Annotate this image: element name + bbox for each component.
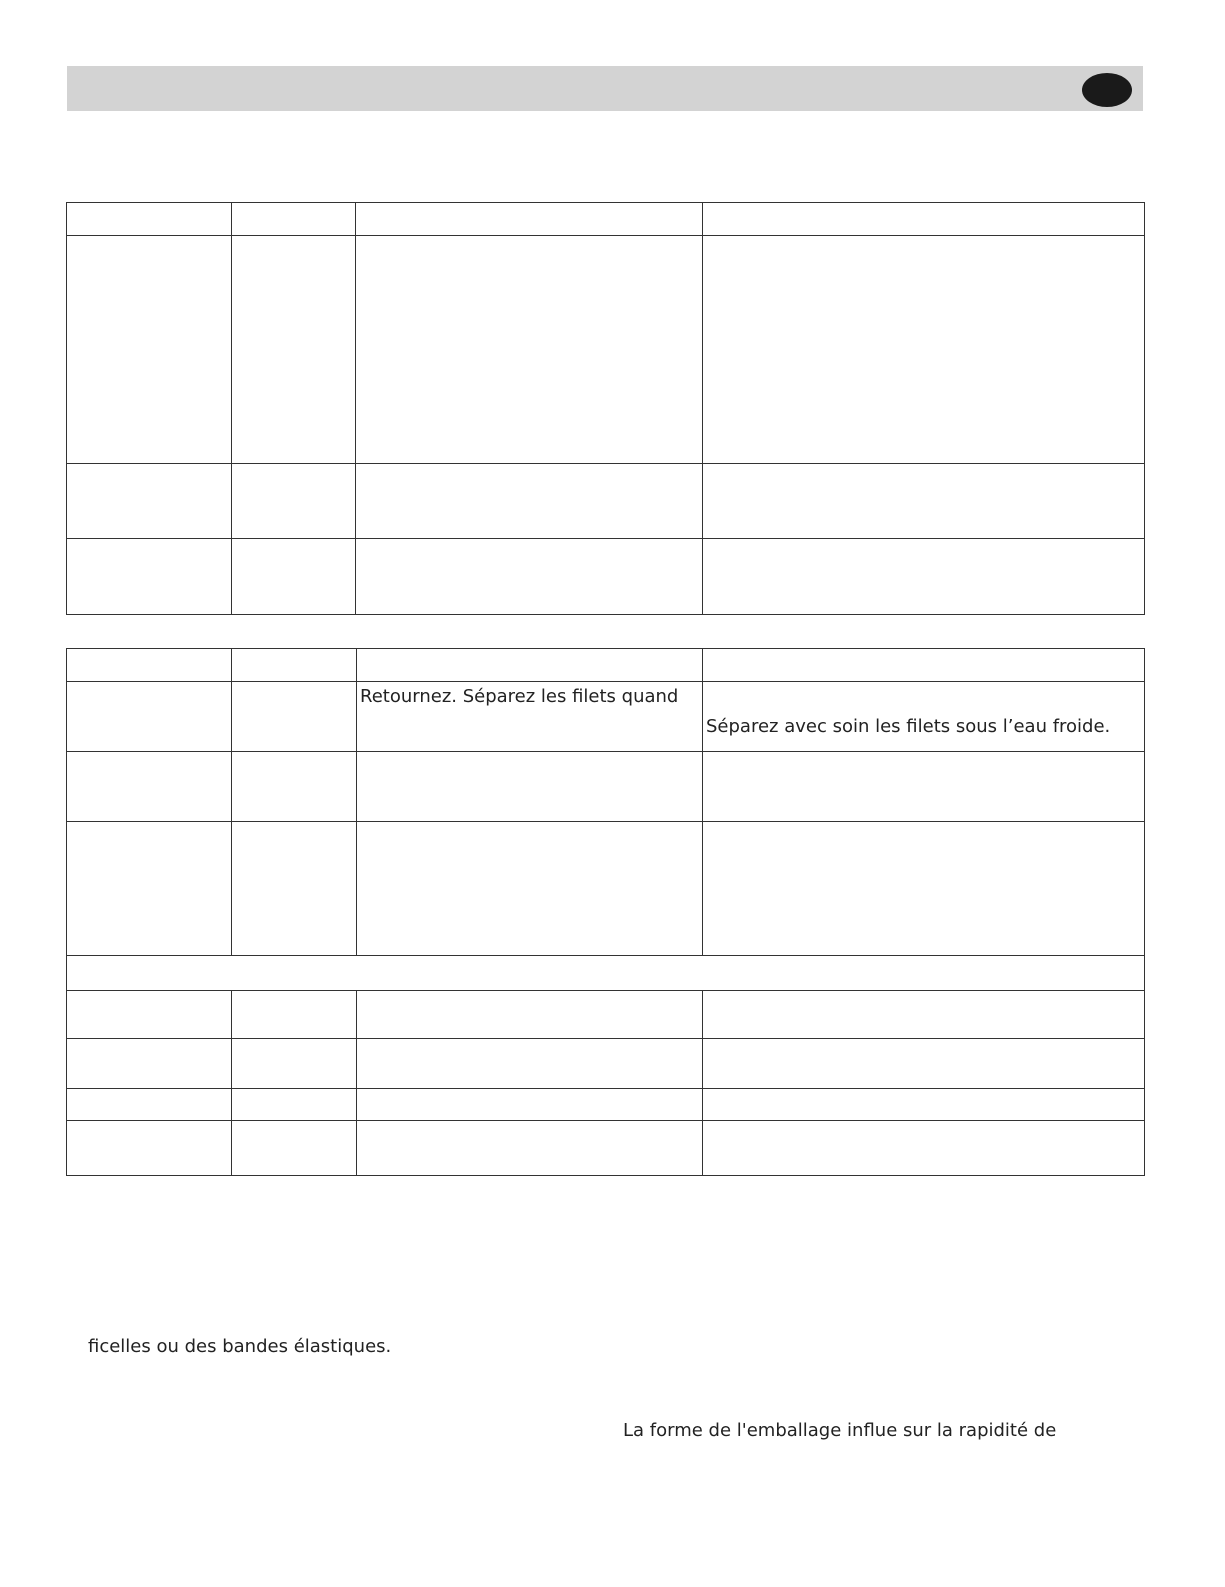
table-cell	[67, 682, 232, 752]
table-cell	[356, 464, 703, 539]
table-cell	[67, 991, 232, 1039]
table-cell	[232, 822, 357, 956]
table-cell	[703, 682, 1145, 752]
table-cell	[357, 1089, 703, 1121]
table-cell	[67, 1089, 232, 1121]
table-cell	[703, 1089, 1145, 1121]
table-row	[67, 649, 1145, 682]
table-cell	[232, 236, 356, 464]
table-cell	[703, 236, 1145, 464]
cell-text: Séparez avec soin les filets sous l’eau froide.	[706, 716, 1111, 737]
table-cell	[232, 682, 357, 752]
table-row	[67, 1121, 1145, 1176]
table-cell	[703, 1039, 1145, 1089]
top-table	[66, 202, 1145, 615]
table-cell	[357, 752, 703, 822]
bottom-table	[66, 648, 1145, 1176]
header-band	[67, 66, 1143, 111]
table-cell	[232, 752, 357, 822]
table-cell	[703, 1121, 1145, 1176]
table-row	[67, 956, 1145, 991]
table-section-cell	[67, 956, 1145, 991]
table-cell	[67, 236, 232, 464]
table-cell	[356, 236, 703, 464]
table-row	[67, 822, 1145, 956]
table-cell	[357, 822, 703, 956]
table-cell	[356, 539, 703, 615]
table-row	[67, 752, 1145, 822]
table-cell	[357, 991, 703, 1039]
table-cell	[703, 539, 1145, 615]
table-cell	[703, 991, 1145, 1039]
table-cell	[703, 822, 1145, 956]
table-row	[67, 991, 1145, 1039]
table-cell	[67, 203, 232, 236]
table-cell	[232, 1039, 357, 1089]
body-text-line: ficelles ou des bandes élastiques.	[88, 1336, 392, 1357]
table-cell	[232, 539, 356, 615]
table-row	[67, 203, 1145, 236]
table-row	[67, 539, 1145, 615]
table-cell	[703, 203, 1145, 236]
table-row	[67, 1039, 1145, 1089]
table-cell	[67, 1121, 232, 1176]
table-row	[67, 1089, 1145, 1121]
table-cell	[232, 464, 356, 539]
table-cell	[232, 1121, 357, 1176]
cell-text: Retournez. Séparez les filets quand	[360, 686, 679, 707]
page-badge	[1082, 73, 1132, 107]
table-cell	[67, 649, 232, 682]
table-cell	[357, 1039, 703, 1089]
table-cell	[356, 203, 703, 236]
table-cell	[67, 752, 232, 822]
table-cell	[67, 822, 232, 956]
table-cell	[232, 649, 357, 682]
table-cell	[67, 1039, 232, 1089]
table-cell	[703, 464, 1145, 539]
table-cell	[357, 1121, 703, 1176]
table-cell	[232, 1089, 357, 1121]
table-cell	[67, 539, 232, 615]
table-cell	[232, 203, 356, 236]
table-cell	[703, 752, 1145, 822]
table-row	[67, 682, 1145, 752]
body-text-line: La forme de l'emballage influe sur la rapidité de	[623, 1420, 1057, 1441]
table-row	[67, 464, 1145, 539]
table-cell	[357, 649, 703, 682]
table-cell	[232, 991, 357, 1039]
table-cell	[703, 649, 1145, 682]
table-cell	[357, 682, 703, 752]
table-row	[67, 236, 1145, 464]
table-cell	[67, 464, 232, 539]
